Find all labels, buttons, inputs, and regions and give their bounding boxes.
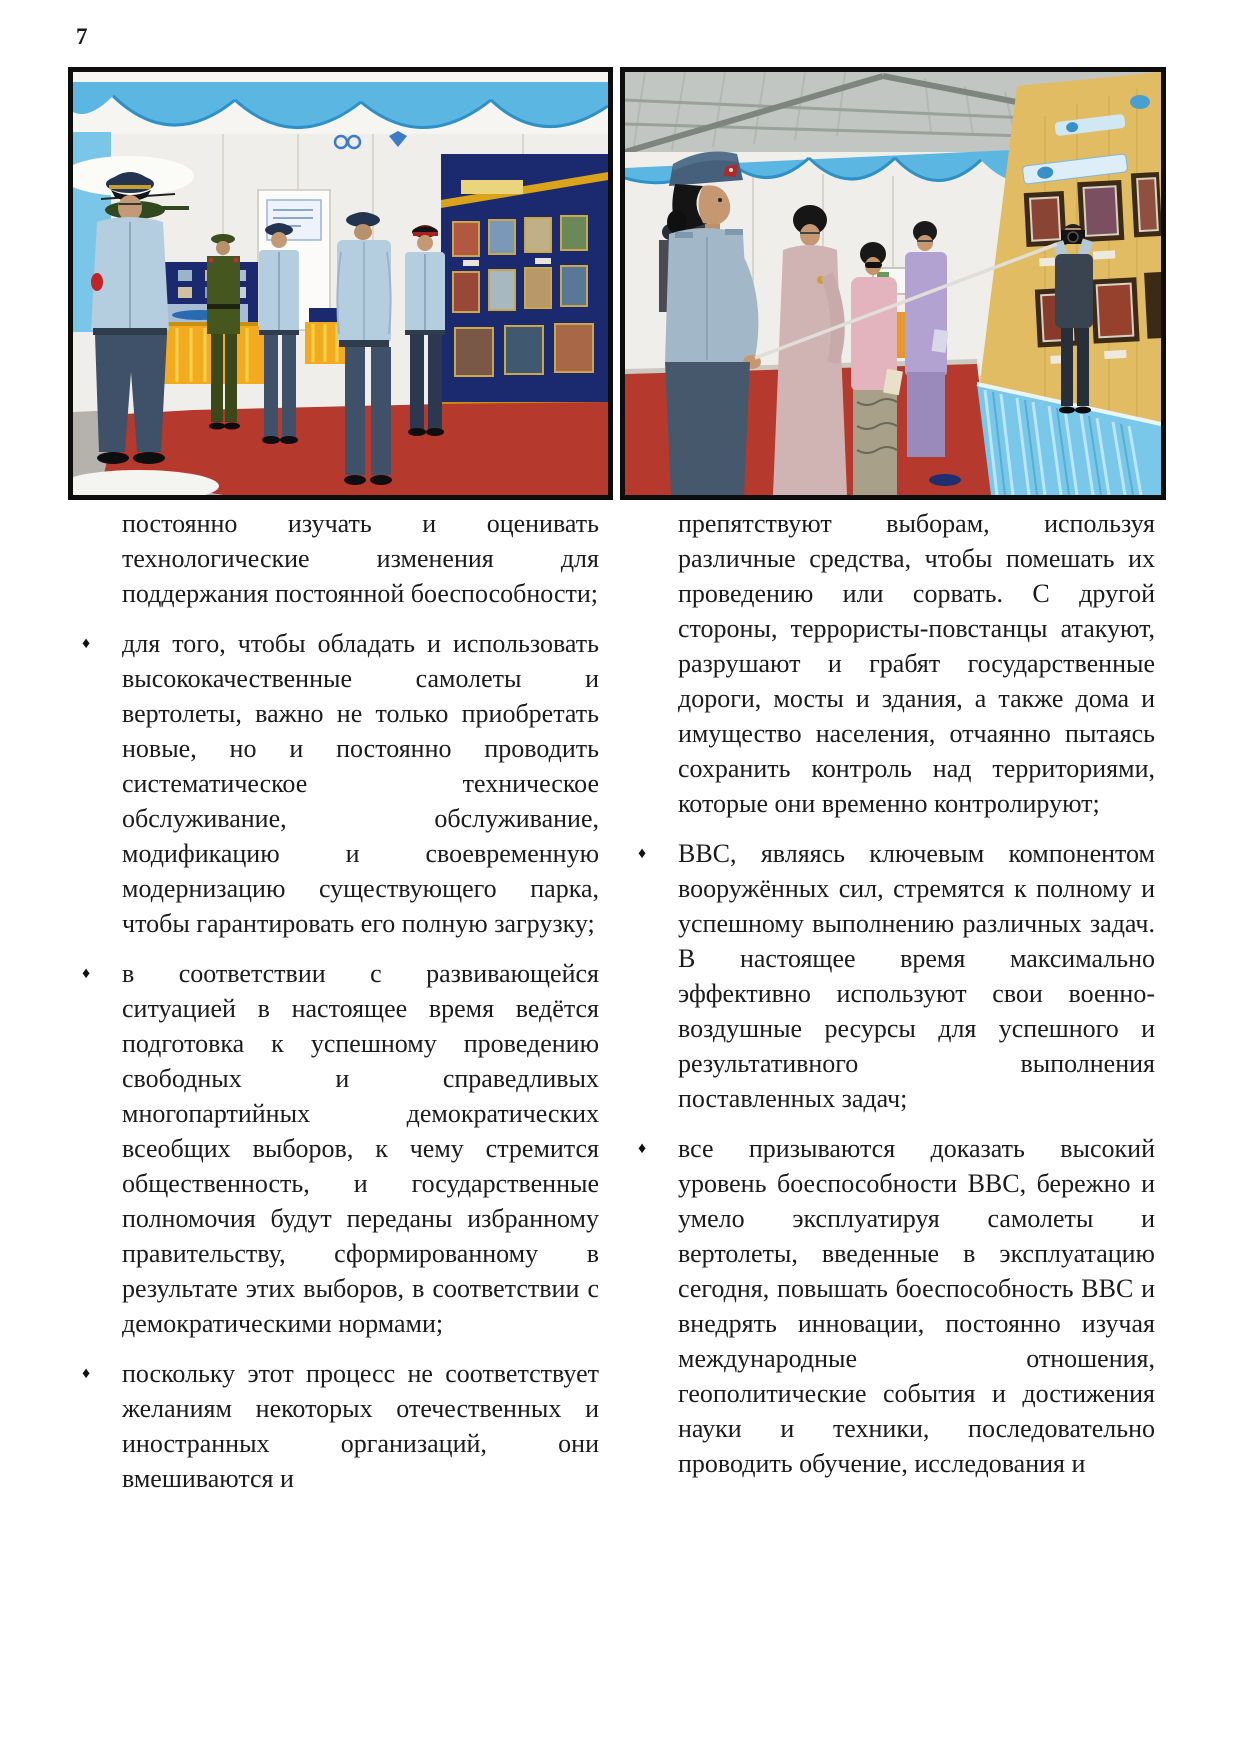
officer-foreground-center [337,212,392,485]
paragraph [82,626,599,941]
bullet-icon: ♦ [638,1140,647,1157]
paragraph [122,506,599,611]
bullet-icon: ♦ [82,1365,91,1382]
bullet-icon: ♦ [82,965,91,982]
paragraph-text: поскольку этот процесс не соответствует желаниям некоторых отечественных и иностранных организаций, они вмешиваются и [122,1359,599,1493]
visitor-lavender [905,221,948,457]
paragraph [638,836,1155,1116]
photo-left-scene [73,72,608,495]
paragraph [678,506,1155,821]
paragraph [82,1356,599,1496]
paragraph-text: постоянно изучать и оценивать технологические изменения для поддержания постоянной боеспособности; [122,509,599,608]
paragraph [82,956,599,1341]
page-number: 7 [76,24,88,49]
paragraph-text: ВВС, являясь ключевым компонентом вооружённых сил, стремятся к полному и успешному выполнению различных задач. В настоящее время максимально эффективно используют свои военно-воздушные ресурсы для успешного и результативного выполнения поставленных задач; [678,839,1155,1113]
text-column-left [82,506,599,1511]
bullet-icon: ♦ [638,845,647,862]
photo-left [68,67,613,500]
visitor-pink-sunglasses [851,242,903,495]
paragraph-text: для того, чтобы обладать и использовать высококачественные самолеты и вертолеты, важно не только приобретать новые, но и постоянно проводить систематическое техническое обслуживание, обслуживание, модификацию и своевременную модернизацию существующего парка, чтобы гарантировать его полную загрузку; [122,629,599,938]
text-column-right [638,506,1155,1496]
photo-right-scene [625,72,1161,495]
paragraph [638,1131,1155,1481]
bullet-icon: ♦ [82,635,91,652]
carpet-weight [929,474,961,486]
paragraph-text: все призываются доказать высокий уровень боеспособности ВВС, бережно и умело эксплуатируя самолеты и вертолеты, введенные в эксплуатацию сегодня, повышать боеспособность ВВС и внедрять инновации, постоянно изучая международные отношения, геополитические события и достижения науки и техники, последовательно проводить обучение, исследования и [678,1134,1155,1478]
paragraph-text: в соответствии с развивающейся ситуацией в настоящее время ведётся подготовка к успешному проведению свободных и справедливых многопартийных демократических всеобщих выборов, к чему стремится общественность, и государственные полномочия будут переданы избранному правительству, сформированному в результате этих выборов, в соответствии с демократическими нормами; [122,959,599,1338]
paragraph-text: препятствуют выборам, используя различные средства, чтобы помешать их проведению или сорвать. С другой стороны, террористы-повстанцы атакуют, разрушают и грабят государственные дороги, мосты и здания, а также дома и имущество населения, отчаянно пытаясь сохранить контроль над территориями, которые они временно контролируют; [678,509,1155,818]
photo-right [620,67,1166,500]
